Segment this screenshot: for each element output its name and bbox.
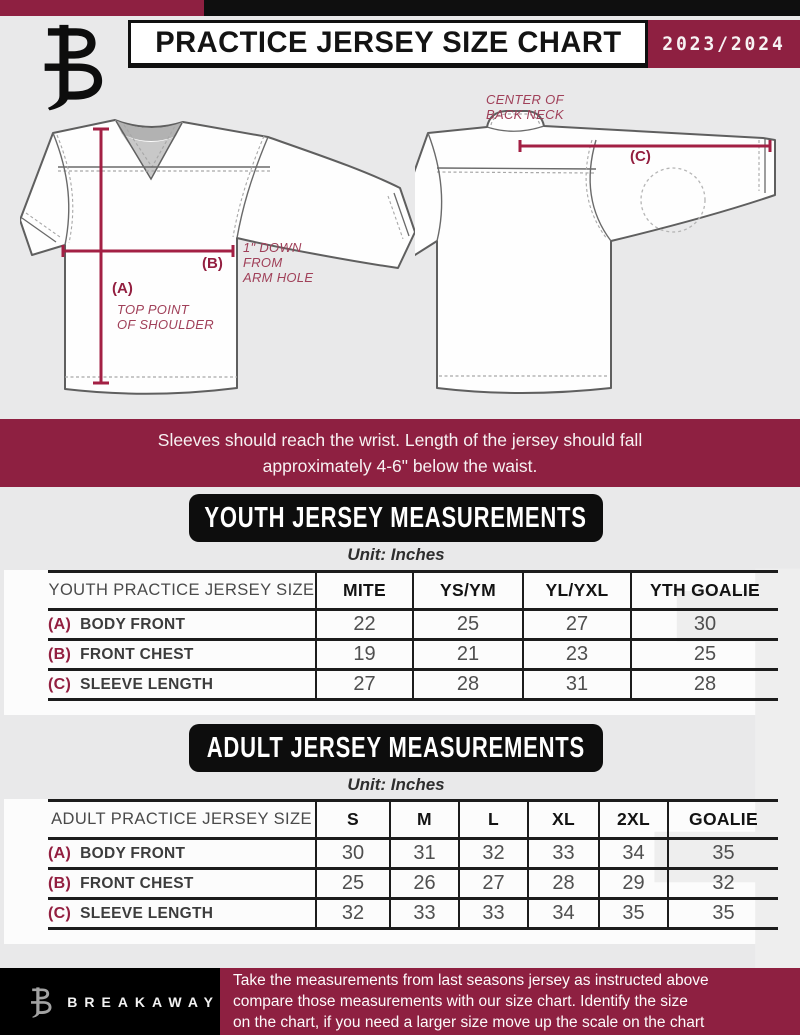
measure-label: FRONT CHEST (80, 645, 194, 663)
cell-value: 33 (459, 899, 528, 929)
cell-value: 28 (631, 670, 778, 700)
adult-section-heading (189, 724, 603, 772)
size-label-header: YOUTH PRACTICE JERSEY SIZE (48, 572, 316, 610)
table-row (48, 610, 778, 640)
cell-value: 32 (668, 869, 778, 899)
season-box (648, 20, 800, 68)
adult-unit-label: Unit: Inches (347, 775, 445, 794)
measurement-row-label (48, 670, 316, 700)
size-column-header: YS/YM (413, 572, 523, 610)
measure-label: SLEEVE LENGTH (80, 904, 214, 922)
text-line: ARM HOLE (243, 270, 314, 285)
page-title: PRACTICE JERSEY SIZE CHART (154, 26, 622, 59)
size-column-header: M (390, 801, 459, 839)
measurement-row-label (48, 610, 316, 640)
table-row (48, 670, 778, 700)
cell-value: 34 (528, 899, 599, 929)
measure-tag: (C) (48, 904, 72, 922)
measure-tag: (B) (48, 874, 72, 892)
top-strip-maroon (0, 0, 204, 16)
adult-heading-label: ADULT JERSEY MEASUREMENTS (206, 731, 586, 764)
size-label-header: ADULT PRACTICE JERSEY SIZE (48, 801, 316, 839)
measure-label: SLEEVE LENGTH (80, 675, 214, 693)
cell-value: 33 (390, 899, 459, 929)
adult-size-table (48, 799, 778, 930)
youth-heading-label: YOUTH JERSEY MEASUREMENTS (204, 501, 588, 534)
cell-value: 32 (316, 899, 390, 929)
text-line: FROM (243, 255, 283, 270)
table-header-row (48, 572, 778, 610)
footer-brand-name: BREAKAWAY (67, 993, 220, 1010)
size-column-header: YL/YXL (523, 572, 631, 610)
measure-tag: (C) (48, 675, 72, 693)
cell-value: 27 (459, 869, 528, 899)
measurement-row-label (48, 869, 316, 899)
cell-value: 29 (599, 869, 668, 899)
measure-label: FRONT CHEST (80, 874, 194, 892)
breakaway-logo-icon (22, 20, 110, 112)
notice-banner (0, 419, 800, 487)
footer-note-lines (233, 970, 800, 1033)
text-line: Take the measurements from last seasons jersey as instructed above (233, 972, 709, 989)
measurement-row-label (48, 640, 316, 670)
cell-value: 35 (668, 839, 778, 869)
cell-value: 19 (316, 640, 413, 670)
cell-value: 32 (459, 839, 528, 869)
size-column-header: GOALIE (668, 801, 778, 839)
measurement-row-label (48, 839, 316, 869)
table-row (48, 839, 778, 869)
youth-section-heading (189, 494, 603, 542)
youth-unit-label: Unit: Inches (347, 545, 445, 564)
back-jersey-diagram (415, 100, 800, 405)
measurement-row-label (48, 899, 316, 929)
measure-tag: (A) (48, 615, 72, 633)
measure-tag-a: (A) (112, 280, 133, 297)
cell-value: 25 (316, 869, 390, 899)
table-row (48, 869, 778, 899)
text-line: BACK NECK (486, 107, 564, 122)
notice-line-2: approximately 4-6" below the waist. (262, 456, 538, 476)
size-column-header: L (459, 801, 528, 839)
cell-value: 26 (390, 869, 459, 899)
cell-value: 28 (413, 670, 523, 700)
cell-value: 27 (523, 610, 631, 640)
measure-caption-c (486, 92, 564, 122)
cell-value: 21 (413, 640, 523, 670)
measure-label: BODY FRONT (80, 615, 186, 633)
cell-value: 35 (599, 899, 668, 929)
text-line: compare those measurements with our size chart. Identify the size (233, 993, 688, 1010)
table-row (48, 899, 778, 929)
notice-line-1: Sleeves should reach the wrist. Length of the jersey should fall (157, 430, 643, 450)
size-column-header: S (316, 801, 390, 839)
cell-value: 30 (631, 610, 778, 640)
measure-tag-b: (B) (202, 255, 223, 272)
cell-value: 25 (413, 610, 523, 640)
measure-tag: (A) (48, 844, 72, 862)
cell-value: 31 (390, 839, 459, 869)
table-header-row (48, 801, 778, 839)
size-column-header: 2XL (599, 801, 668, 839)
top-strip-black (204, 0, 800, 16)
cell-value: 28 (528, 869, 599, 899)
text-line: CENTER OF (486, 92, 564, 107)
measure-tag: (B) (48, 645, 72, 663)
cell-value: 35 (668, 899, 778, 929)
season-label: 2023/2024 (662, 33, 786, 55)
text-line: TOP POINT (117, 302, 190, 317)
footer-note-block (220, 968, 800, 1035)
cell-value: 34 (599, 839, 668, 869)
measure-tag-c: (C) (630, 148, 651, 165)
cell-value: 27 (316, 670, 413, 700)
text-line: OF SHOULDER (117, 317, 214, 332)
footer-brand-block (0, 968, 220, 1035)
measure-caption-a (117, 302, 214, 332)
youth-size-table (48, 570, 778, 701)
table-row (48, 640, 778, 670)
size-column-header: XL (528, 801, 599, 839)
text-line: 1" DOWN (243, 240, 302, 255)
size-column-header: MITE (316, 572, 413, 610)
cell-value: 23 (523, 640, 631, 670)
footer-breakaway-logo-icon (24, 982, 53, 1022)
measure-caption-b (243, 240, 313, 285)
cell-value: 25 (631, 640, 778, 670)
measure-label: BODY FRONT (80, 844, 186, 862)
text-line: on the chart, if you need a larger size move up the scale on the chart (233, 1014, 705, 1031)
cell-value: 31 (523, 670, 631, 700)
cell-value: 33 (528, 839, 599, 869)
size-column-header: YTH GOALIE (631, 572, 778, 610)
title-box (128, 20, 648, 68)
cell-value: 22 (316, 610, 413, 640)
cell-value: 30 (316, 839, 390, 869)
